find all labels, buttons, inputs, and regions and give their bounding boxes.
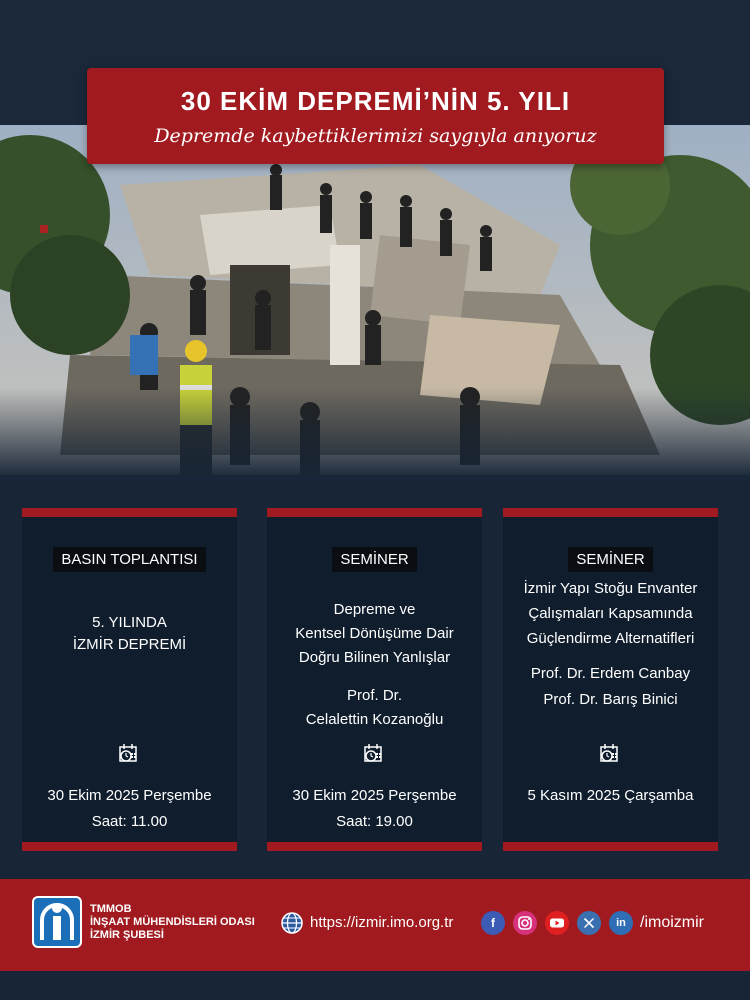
facebook-icon[interactable]: f	[481, 911, 505, 935]
event-title-line: Güçlendirme Alternatifleri	[526, 630, 695, 647]
page-subtitle: Depremde kaybettiklerimizi saygıyla anıyoruz	[154, 125, 597, 147]
event-time: Saat: 11.00	[91, 813, 168, 830]
event-card-seminar-1	[267, 508, 482, 851]
imo-logo	[32, 896, 82, 948]
event-title-line: Kentsel Dönüşüme Dair	[295, 625, 454, 642]
org-line: TMMOB	[90, 903, 132, 915]
footer-bar	[0, 879, 750, 971]
event-title-line: İzmir Yapı Stoğu Envanter	[523, 580, 698, 597]
speaker-line: Prof. Dr.	[346, 687, 402, 704]
event-title-line: İZMİR DEPREMİ	[72, 636, 187, 653]
event-title-line: Doğru Bilinen Yanlışlar	[298, 649, 451, 666]
instagram-icon[interactable]	[513, 911, 537, 935]
title-banner	[87, 68, 664, 164]
event-date: 30 Ekim 2025 Perşembe	[47, 787, 212, 804]
youtube-icon[interactable]	[545, 911, 569, 935]
event-type-badge: BASIN TOPLANTISI	[53, 547, 205, 572]
event-title-line: Depreme ve	[333, 601, 416, 618]
event-card-press	[22, 508, 237, 851]
footer-bottom-strip	[0, 971, 750, 1000]
speaker-line: Prof. Dr. Erdem Canbay	[530, 665, 691, 682]
speaker-line: Celalettin Kozanoğlu	[305, 711, 444, 728]
event-card-seminar-2	[503, 508, 718, 851]
calendar-clock-icon	[364, 743, 386, 765]
linkedin-icon[interactable]: in	[609, 911, 633, 935]
globe-icon	[281, 912, 303, 934]
earthquake-rescue-photo	[0, 125, 750, 475]
org-line: İNŞAAT MÜHENDİSLERİ ODASI	[90, 916, 255, 928]
org-name	[90, 903, 255, 942]
event-time: Saat: 19.00	[336, 813, 413, 830]
speaker-line: Prof. Dr. Barış Binici	[543, 691, 678, 708]
event-date: 30 Ekim 2025 Perşembe	[292, 787, 457, 804]
event-type-badge: SEMİNER	[332, 547, 416, 572]
x-icon[interactable]	[577, 911, 601, 935]
event-date: 5 Kasım 2025 Çarşamba	[527, 787, 694, 804]
event-title-line: 5. YILINDA	[92, 614, 167, 631]
calendar-clock-icon	[119, 743, 141, 765]
event-title-line: Çalışmaları Kapsamında	[528, 605, 693, 622]
calendar-clock-icon	[600, 743, 622, 765]
website-link[interactable]: https://izmir.imo.org.tr	[310, 914, 454, 931]
org-line: İZMİR ŞUBESİ	[90, 929, 164, 941]
event-type-badge: SEMİNER	[568, 547, 652, 572]
page-title: 30 EKİM DEPREMİ’NİN 5. YILI	[180, 86, 571, 116]
social-handle[interactable]: /imoizmir	[640, 914, 704, 931]
